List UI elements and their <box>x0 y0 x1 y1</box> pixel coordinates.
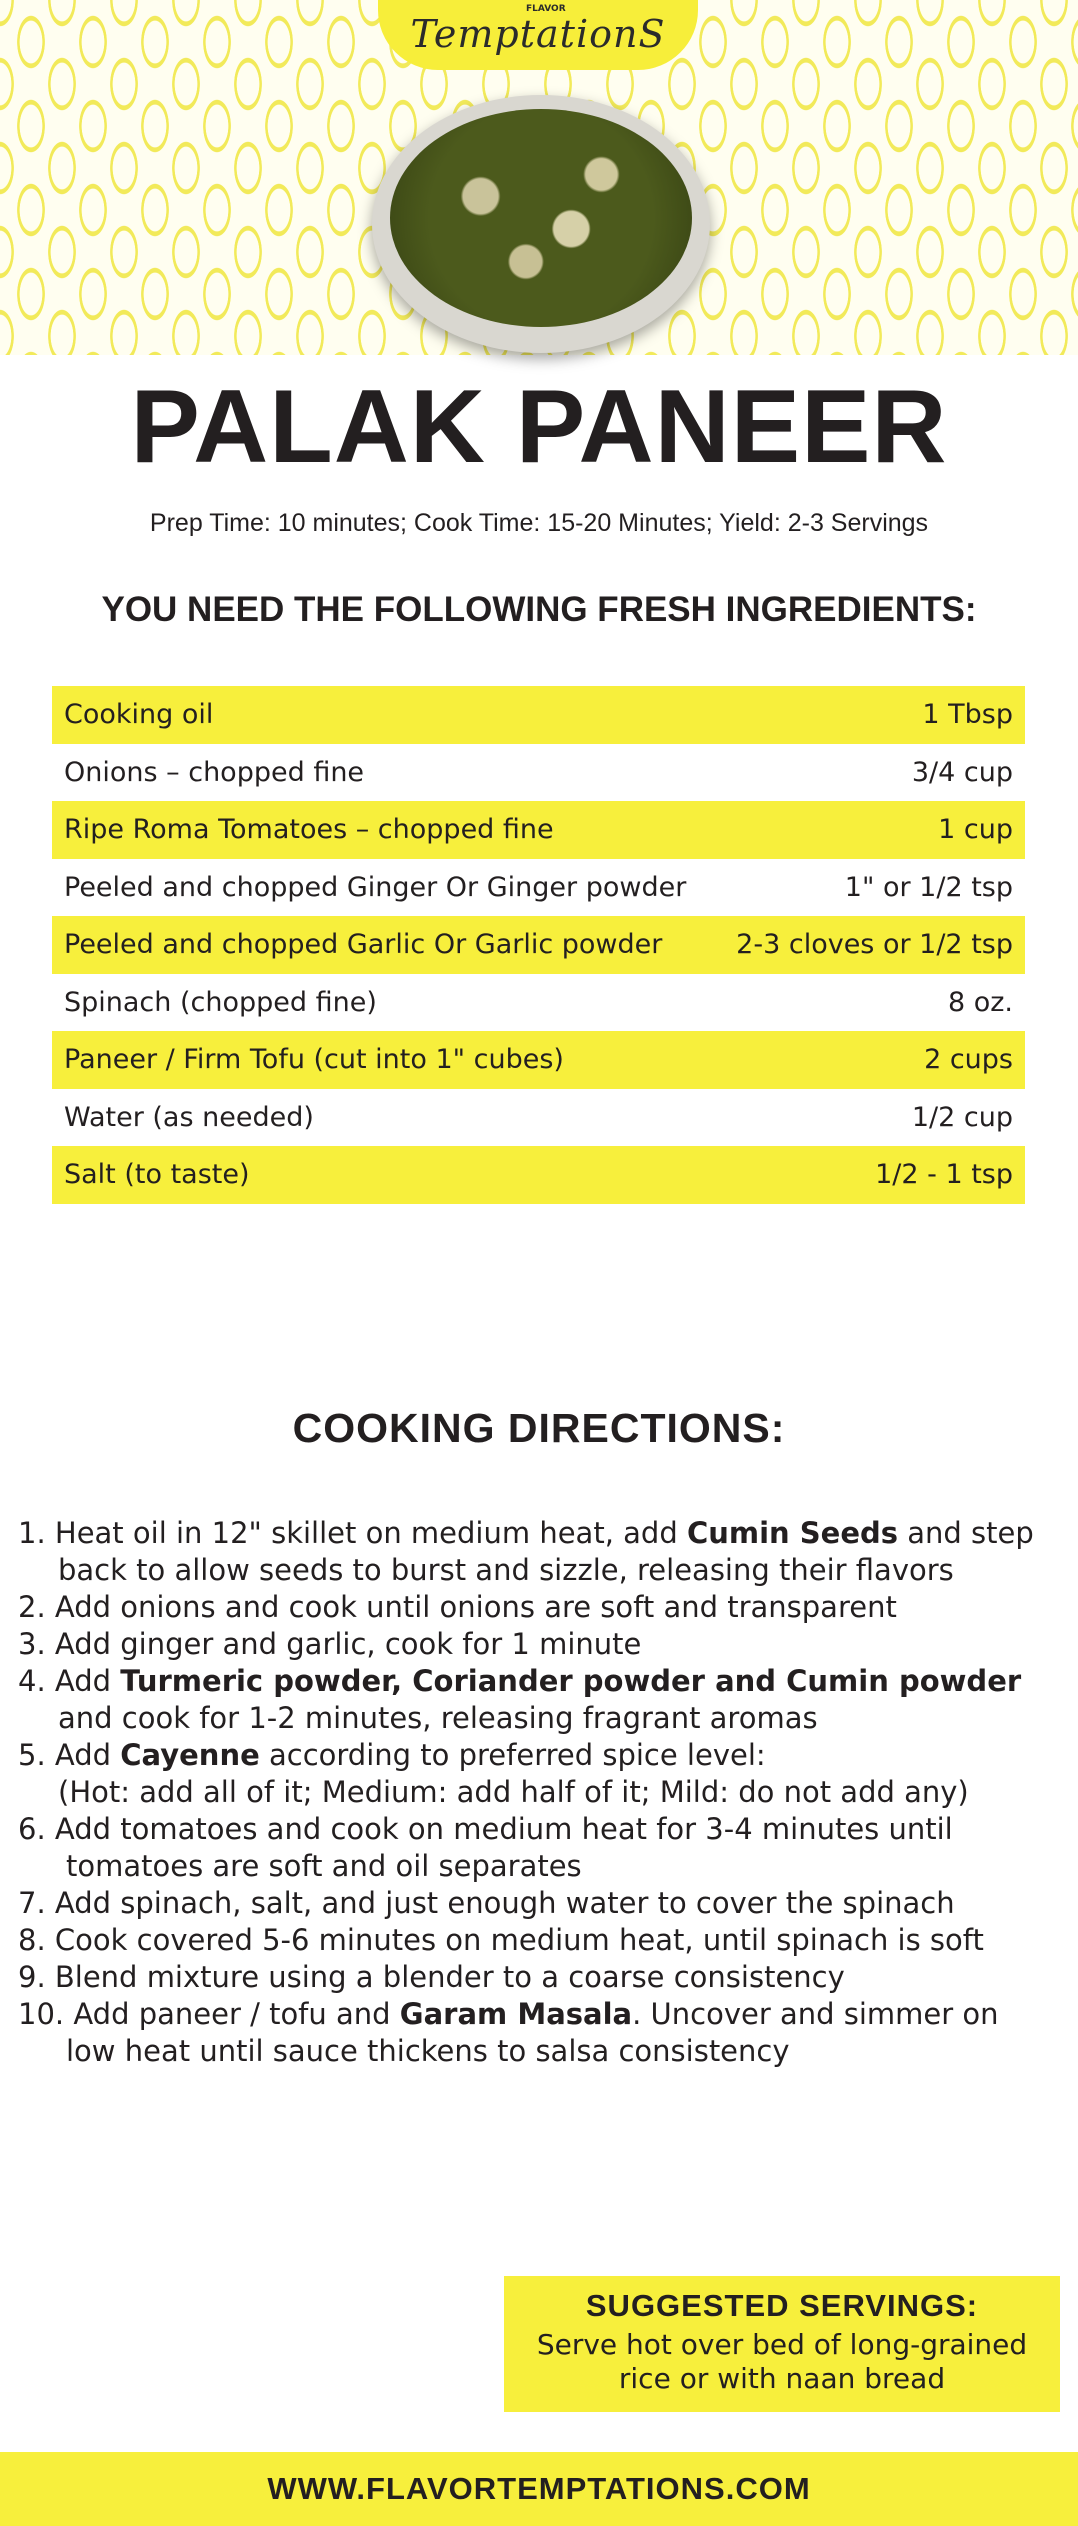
direction-step: 7. Add spinach, salt, and just enough water to cover the spinach <box>18 1886 955 1920</box>
ingredient-name: Onions – chopped fine <box>64 756 365 788</box>
dish-photo-food <box>390 109 692 327</box>
footer-website-link[interactable]: WWW.FLAVORTEMPTATIONS.COM <box>0 2452 1078 2526</box>
ingredient-qty: 1 cup <box>938 814 1013 846</box>
direction-step <box>18 1737 1068 1774</box>
ingredient-qty: 3/4 cup <box>911 756 1013 788</box>
ingredient-row <box>52 1089 1025 1147</box>
brand-logo-small-text: FLAVOR <box>526 4 566 14</box>
direction-step-continuation: low heat until sauce thickens to salsa consistency <box>66 2034 790 2068</box>
suggested-servings-box <box>504 2276 1060 2412</box>
ingredient-row <box>52 744 1025 802</box>
ingredient-name: Paneer / Firm Tofu (cut into 1" cubes) <box>64 1044 564 1076</box>
ingredient-row <box>52 916 1025 974</box>
direction-step: 8. Cook covered 5-6 minutes on medium heat, until spinach is soft <box>18 1923 984 1957</box>
ingredients-heading: YOU NEED THE FOLLOWING FRESH INGREDIENTS: <box>101 590 977 629</box>
ingredient-qty: 1/2 - 1 tsp <box>875 1159 1013 1191</box>
direction-step: 9. Blend mixture using a blender to a coarse consistency <box>18 1960 845 1994</box>
direction-step <box>18 1996 1068 2033</box>
directions-list <box>18 1515 1068 2070</box>
step-text: and step <box>898 1516 1034 1550</box>
ingredient-row <box>52 686 1025 744</box>
ingredient-row <box>52 801 1025 859</box>
ingredient-name: Ripe Roma Tomatoes – chopped fine <box>64 814 554 846</box>
brand-logo <box>378 0 698 70</box>
dish-photo <box>372 95 710 353</box>
ingredient-qty: 1 Tbsp <box>922 699 1013 731</box>
ingredient-qty: 1" or 1/2 tsp <box>844 871 1013 903</box>
direction-step <box>18 1663 1068 1700</box>
recipe-meta: Prep Time: 10 minutes; Cook Time: 15-20 Minutes; Yield: 2-3 Servings <box>149 509 929 537</box>
ingredient-name: Water (as needed) <box>64 1101 314 1133</box>
direction-step <box>18 1515 1068 1552</box>
servings-heading: SUGGESTED SERVINGS: <box>585 2288 979 2323</box>
direction-step-continuation: tomatoes are soft and oil separates <box>66 1849 582 1883</box>
brand-logo-text: TemptationS <box>410 12 666 56</box>
ingredient-name: Salt (to taste) <box>64 1159 250 1191</box>
direction-step: 6. Add tomatoes and cook on medium heat for 3-4 minutes until <box>18 1812 953 1846</box>
step-text: 4. Add <box>18 1664 121 1698</box>
ingredient-qty: 2 cups <box>924 1044 1013 1076</box>
step-text: according to preferred spice level: <box>259 1738 766 1772</box>
ingredient-name: Spinach (chopped fine) <box>64 986 377 1018</box>
ingredient-row <box>52 859 1025 917</box>
step-ingredient-bold: Garam Masala <box>399 1997 633 2031</box>
ingredient-qty: 8 oz. <box>947 986 1013 1018</box>
step-text: . Uncover and simmer on <box>632 1997 999 2031</box>
ingredient-row <box>52 1031 1025 1089</box>
step-text: 10. Add paneer / tofu and <box>18 1997 400 2031</box>
ingredient-row <box>52 1146 1025 1204</box>
ingredients-table <box>52 686 1025 1204</box>
servings-line: Serve hot over bed of long-grained <box>536 2328 1028 2361</box>
direction-step-continuation: (Hot: add all of it; Medium: add half of it; Mild: do not add any) <box>58 1775 969 1809</box>
direction-step: 3. Add ginger and garlic, cook for 1 minute <box>18 1627 642 1661</box>
ingredient-qty: 2-3 cloves or 1/2 tsp <box>736 929 1013 961</box>
direction-step: 2. Add onions and cook until onions are soft and transparent <box>18 1590 897 1624</box>
ingredient-row <box>52 974 1025 1032</box>
ingredient-name: Peeled and chopped Garlic Or Garlic powder <box>64 929 663 961</box>
direction-step-continuation: back to allow seeds to burst and sizzle, releasing their flavors <box>58 1553 954 1587</box>
directions-heading: COOKING DIRECTIONS: <box>292 1405 786 1451</box>
ingredient-qty: 1/2 cup <box>911 1101 1013 1133</box>
servings-line: rice or with naan bread <box>618 2362 946 2395</box>
recipe-title: PALAK PANEER <box>130 369 948 485</box>
direction-step-continuation: and cook for 1-2 minutes, releasing fragrant aromas <box>58 1701 818 1735</box>
step-ingredient-bold: Turmeric powder, Coriander powder and Cumin powder <box>120 1664 1022 1698</box>
step-ingredient-bold: Cumin Seeds <box>686 1516 899 1550</box>
ingredient-name: Cooking oil <box>64 699 214 731</box>
ingredient-name: Peeled and chopped Ginger Or Ginger powder <box>64 871 687 903</box>
step-text: 1. Heat oil in 12" skillet on medium heat, add <box>18 1516 687 1550</box>
step-text: 5. Add <box>18 1738 121 1772</box>
step-ingredient-bold: Cayenne <box>120 1738 260 1772</box>
